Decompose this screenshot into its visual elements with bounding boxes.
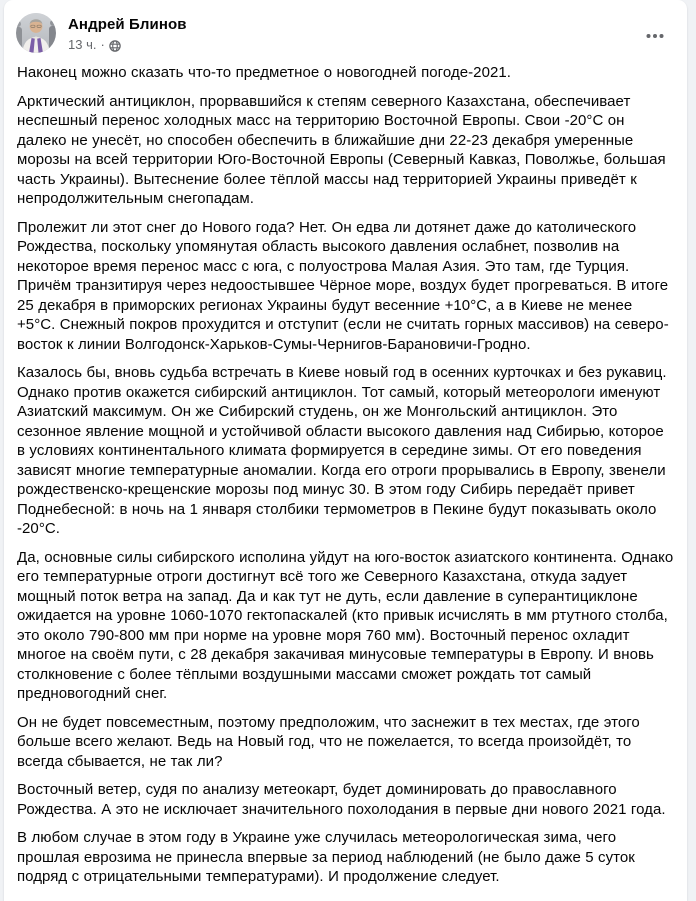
header-meta (68, 13, 187, 53)
meta-separator: · (100, 37, 105, 52)
facebook-post-card (4, 0, 687, 901)
post-meta-row (68, 36, 187, 53)
post-options-button[interactable] (639, 22, 671, 50)
post-paragraph: Арктический антициклон, прорвавшийся к степям северного Казахстана, обеспечивает неспешный перенос холодных масс на территорию Восточной Европы. Свои -20°С он далеко не унесёт, но способен обеспечить в ближайшие дни 22-23 декабря умеренные морозы на всей территории Юго-Восточной Европы (Северный Кавказ, Поволжье, большая часть Украины). Вытеснение более тёплой массы над территорией Украины приведёт к непродолжительным снегопадам. (17, 92, 666, 207)
post-paragraph: В любом случае в этом году в Украине уже случилась метеорологическая зима, чего прошлая еврозима не принесла впервые за период наблюдений (не было даже 5 суток подряд с отрицательными температурами). И продолжение следует. (17, 829, 635, 885)
post-paragraph: Пролежит ли этот снег до Нового года? Нет. Он едва ли дотянет даже до католического Рождества, поскольку упомянутая область высокого давления ослабнет, позволив на некоторое время перенос масс с юга, с полуострова Малая Азия. Это там, где Турция. Причём транзитируя через недоостывшее Чёрное море, воздух будет прогреваться. В итоге 25 декабря в приморских регионах Украины будут весенние +10°С, а в Киеве не менее +5°С. Снежный покров прохудится и отступит (если не считать горных массивов) на северо-восток к линии Волгодонск-Харьков-Сумы-Чернигов-Барановичи-Гродно. (17, 218, 669, 353)
profile-photo-icon (16, 13, 56, 53)
avatar[interactable] (16, 13, 56, 53)
globe-icon (109, 39, 121, 51)
post-paragraph: Наконец можно сказать что-то предметное о новогодней погоде-2021. (17, 64, 511, 81)
post-paragraph: Да, основные силы сибирского исполина уйдут на юго-восток азиатского континента. Однако его температурные отроги достигнут всё того же Северного Казахстана, откуда задует мощный поток ветра на запад. Да и как тут не дуть, если давление в суперантициклоне ожидается на уровне 1060-1070 гектопаскалей (кто привык исчислять в мм ртутного столба, это около 790-800 мм при норме на уровне моря 760 мм). Восточный перенос охладит многое на своём пути, с 28 декабря закачивая минусовые температуры в Европу. И вновь столкновение с более тёплыми воздушными массами сможет рождать тот самый предновогодний снег. (17, 548, 674, 702)
post-header (4, 0, 687, 53)
timestamp[interactable]: 13 ч. (68, 37, 97, 52)
post-body (4, 53, 687, 901)
ellipsis-icon (645, 26, 665, 46)
post-paragraph: Казалось бы, вновь судьба встречать в Киеве новый год в осенних курточках и без рукавиц. Однако против окажется сибирский антициклон. Тот самый, который метеорологи именуют Азиатский максимум. Он же Сибирский студень, он же Монгольский антициклон. Это сезонное явление мощной и устойчивой области высокого давления над Сибирью, которое в условиях континентального климата формируется в середине зимы. От его поведения зависят многие температурные аномалии. Когда его отроги прорывались в Европу, звенели рождественско-крещенские морозы под минус 30. В этом году Сибирь передаёт привет Поднебесной: в ночь на 1 января столбики термометров в Пекине будут показывать около -20°С. (17, 364, 667, 537)
post-paragraph: Восточный ветер, судя по анализу метеокарт, будет доминировать до православного Рождества. А это не исключает значительного похолодания в первые дни нового 2021 года. (17, 781, 666, 818)
author-name[interactable]: Андрей Блинов (68, 16, 187, 33)
post-paragraph: Он не будет повсеместным, поэтому предположим, что заснежит в тех местах, где этого больше всего желают. Ведь на Новый год, что не пожелается, то всегда произойдёт, то всегда сбывается, не так ли? (17, 713, 640, 770)
